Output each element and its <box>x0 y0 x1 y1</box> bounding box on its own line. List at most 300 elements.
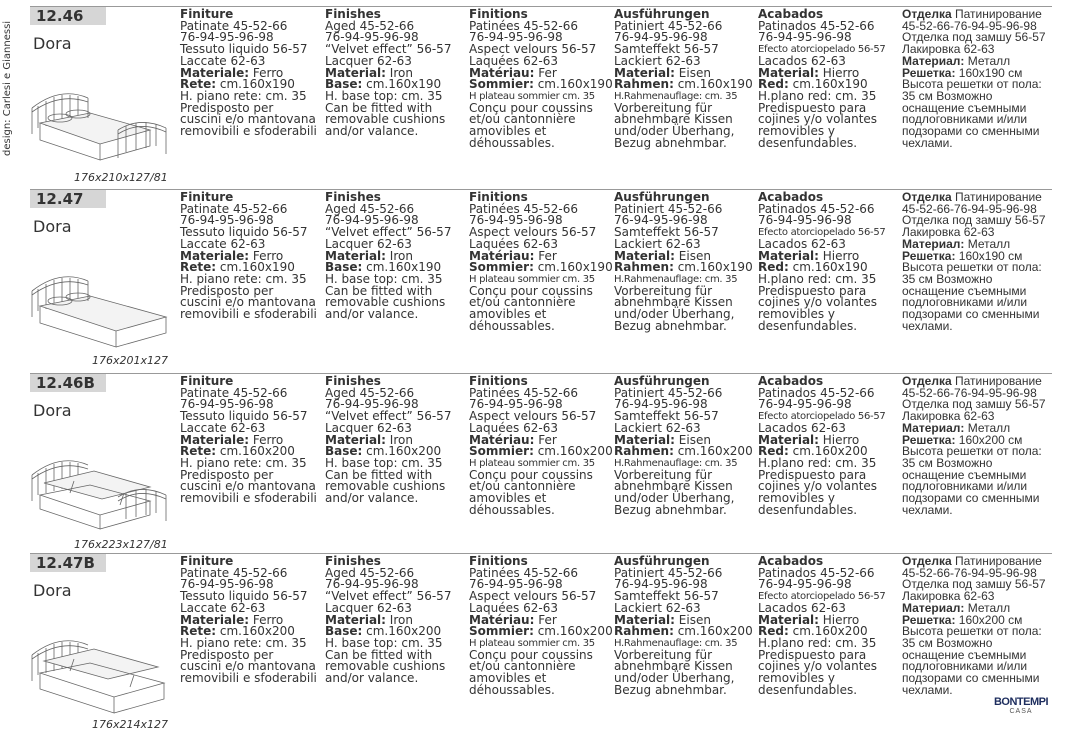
spec-line: Patiniert 45-52-66 <box>614 565 723 580</box>
spec-material: Материал: Металл <box>902 53 1011 68</box>
spec-line: 76-94-95-96-98 <box>614 577 708 592</box>
spec-line: Aged 45-52-66 <box>325 18 415 33</box>
spec-heading: Finishes <box>325 7 381 21</box>
spec-base: Rahmen: cm.160x200 <box>614 624 753 639</box>
product-block <box>30 189 1052 369</box>
spec-line: H. piano rete: cm. 35 <box>180 88 307 103</box>
spec-col-italian <box>180 9 324 138</box>
spec-line: H.Rahmenauflage: cm. 35 <box>614 90 738 102</box>
spec-line: déhoussables. <box>469 318 555 333</box>
dimensions: 176x223x127/81 <box>74 538 168 551</box>
spec-line: чехлами. <box>902 682 953 697</box>
spec-line: Predisposto per <box>180 100 274 115</box>
spec-col-spanish <box>758 556 902 696</box>
spec-heading: Ausführungen <box>614 190 710 204</box>
spec-line: Laquées 62-63 <box>469 420 558 435</box>
spec-material: Material: Eisen <box>614 248 711 263</box>
spec-line: déhoussables. <box>469 135 555 150</box>
spec-base: Red: cm.160x190 <box>758 260 868 275</box>
spec-line: and/or valance. <box>325 671 419 686</box>
spec-line: Efecto atorciopelado 56-57 <box>758 227 886 239</box>
spec-line: H. base top: cm. 35 <box>325 271 443 286</box>
spec-line: Patinées 45-52-66 <box>469 18 578 33</box>
spec-line: подлоговниками и/или <box>902 112 1028 127</box>
spec-line: подлоговниками и/или <box>902 659 1028 674</box>
spec-line: Predisposto per <box>180 647 274 662</box>
spec-line: H plateau sommier cm. 35 <box>469 637 595 649</box>
spec-line: H.Rahmenauflage: cm. 35 <box>614 637 738 649</box>
spec-line: Tessuto liquido 56-57 <box>180 225 308 240</box>
spec-line: Predispuesto para <box>758 467 867 482</box>
spec-line: Samteffekt 56-57 <box>614 409 719 424</box>
spec-line: Predisposto per <box>180 283 274 298</box>
spec-base: Sommier: cm.160x190 <box>469 77 613 92</box>
spec-line: amovibles et <box>469 491 547 506</box>
spec-line: подзорами со сменными <box>902 124 1040 139</box>
spec-line: Predispuesto para <box>758 647 867 662</box>
spec-line: desenfundables. <box>758 682 858 697</box>
model-name: Dora <box>33 581 72 600</box>
spec-line: Lacados 62-63 <box>758 236 846 251</box>
spec-line: Samteffekt 56-57 <box>614 225 719 240</box>
spec-line: H.Rahmenauflage: cm. 35 <box>614 273 738 285</box>
spec-line: 76-94-95-96-98 <box>325 577 419 592</box>
spec-base: Rete: cm.160x200 <box>180 624 295 639</box>
spec-line: 76-94-95-96-98 <box>758 397 852 412</box>
spec-heading-line: Отделка Патинирование <box>902 7 1042 21</box>
spec-line: und/oder Überhang, <box>614 671 735 686</box>
spec-line: Patinées 45-52-66 <box>469 385 578 400</box>
spec-line: Tessuto liquido 56-57 <box>180 42 308 57</box>
spec-base: Решетка: 160x190 см <box>902 248 1023 263</box>
spec-material: Materiale: Ferro <box>180 65 284 80</box>
spec-line: amovibles et <box>469 307 547 322</box>
spec-line: чехлами. <box>902 318 953 333</box>
spec-base: Rahmen: cm.160x190 <box>614 260 753 275</box>
spec-line: “Velvet effect” 56-57 <box>325 42 452 57</box>
spec-line: H. base top: cm. 35 <box>325 88 443 103</box>
spec-line: removibili e sfoderabili <box>180 491 317 506</box>
spec-line: Laquées 62-63 <box>469 53 558 68</box>
spec-line: Aspect velours 56-57 <box>469 225 597 240</box>
spec-line: Patinados 45-52-66 <box>758 201 875 216</box>
spec-line: Laquées 62-63 <box>469 236 558 251</box>
spec-line: Patinées 45-52-66 <box>469 201 578 216</box>
spec-col-german <box>614 192 758 332</box>
spec-line: desenfundables. <box>758 318 858 333</box>
spec-line: Отделка под замшу 56-57 <box>902 30 1046 45</box>
spec-line: und/oder Überhang, <box>614 491 735 506</box>
spec-material: Materiale: Ferro <box>180 248 284 263</box>
spec-line: 76-94-95-96-98 <box>180 397 274 412</box>
spec-line: 76-94-95-96-98 <box>325 397 419 412</box>
spec-line: 76-94-95-96-98 <box>325 30 419 45</box>
spec-material: Material: Hierro <box>758 612 860 627</box>
spec-col-spanish <box>758 9 902 149</box>
spec-material: Materiale: Ferro <box>180 612 284 627</box>
spec-material: Matériau: Fer <box>469 248 557 263</box>
spec-line: H plateau sommier cm. 35 <box>469 90 595 102</box>
spec-line: оснащение съемными <box>902 100 1027 115</box>
spec-material: Matériau: Fer <box>469 65 557 80</box>
spec-line: Lacados 62-63 <box>758 600 846 615</box>
spec-line: Лакировка 62-63 <box>902 589 995 604</box>
product-code: 12.47 <box>30 190 106 208</box>
spec-line: amovibles et <box>469 124 547 139</box>
spec-heading: Finishes <box>325 554 381 568</box>
spec-line: Aged 45-52-66 <box>325 565 415 580</box>
spec-col-french <box>469 556 613 696</box>
spec-heading: Acabados <box>758 7 824 21</box>
spec-heading: Ausführungen <box>614 7 710 21</box>
spec-material: Material: Eisen <box>614 65 711 80</box>
spec-line: Patinate 45-52-66 <box>180 565 288 580</box>
spec-line: Tessuto liquido 56-57 <box>180 589 308 604</box>
spec-line: desenfundables. <box>758 135 858 150</box>
spec-line: H.plano red: cm. 35 <box>758 635 877 650</box>
spec-col-english <box>325 9 469 138</box>
spec-heading: Finiture <box>180 374 234 388</box>
spec-line: 76-94-95-96-98 <box>469 213 563 228</box>
spec-line: déhoussables. <box>469 502 555 517</box>
spec-line: H. piano rete: cm. 35 <box>180 455 307 470</box>
spec-col-russian <box>902 192 1052 332</box>
product-block <box>30 373 1052 553</box>
spec-col-russian <box>902 9 1052 149</box>
spec-line: removable cushions <box>325 659 446 674</box>
spec-line: Patinados 45-52-66 <box>758 18 875 33</box>
spec-line: and/or valance. <box>325 491 419 506</box>
spec-line: оснащение съемными <box>902 647 1027 662</box>
spec-line: 76-94-95-96-98 <box>614 397 708 412</box>
spec-heading: Ausführungen <box>614 554 710 568</box>
spec-line: Predispuesto para <box>758 283 867 298</box>
spec-col-italian <box>180 376 324 505</box>
spec-line: cojines y/o volantes <box>758 112 878 127</box>
spec-line: 76-94-95-96-98 <box>469 397 563 412</box>
spec-col-french <box>469 192 613 332</box>
spec-col-english <box>325 556 469 685</box>
spec-line: cuscini e/o mantovana <box>180 659 316 674</box>
spec-line: “Velvet effect” 56-57 <box>325 225 452 240</box>
spec-line: Predisposto per <box>180 467 274 482</box>
spec-line: подлоговниками и/или <box>902 479 1028 494</box>
model-name: Dora <box>33 34 72 53</box>
spec-line: Lackiert 62-63 <box>614 53 701 68</box>
spec-line: Patinate 45-52-66 <box>180 385 288 400</box>
spec-line: 76-94-95-96-98 <box>758 30 852 45</box>
spec-material: Material: Eisen <box>614 432 711 447</box>
spec-material: Material: Eisen <box>614 612 711 627</box>
spec-line: et/ou cantonnière <box>469 659 576 674</box>
spec-line: Conçu pour coussins <box>469 647 593 662</box>
spec-line: “Velvet effect” 56-57 <box>325 409 452 424</box>
product-code: 12.47B <box>30 554 106 572</box>
spec-line: 76-94-95-96-98 <box>614 30 708 45</box>
bed-illustration <box>30 251 172 351</box>
spec-line: removable cushions <box>325 295 446 310</box>
spec-material: Material: Iron <box>325 432 413 447</box>
spec-line: Высота решетки от пола: <box>902 260 1042 275</box>
spec-heading: Acabados <box>758 374 824 388</box>
spec-base: Rahmen: cm.160x200 <box>614 444 753 459</box>
spec-base: Rete: cm.160x190 <box>180 260 295 275</box>
spec-heading: Ausführungen <box>614 374 710 388</box>
dimensions: 176x214x127 <box>92 718 169 731</box>
spec-line: 76-94-95-96-98 <box>325 213 419 228</box>
spec-line: 76-94-95-96-98 <box>180 30 274 45</box>
spec-line: чехлами. <box>902 502 953 517</box>
spec-line: und/oder Überhang, <box>614 124 735 139</box>
spec-line: Lacquer 62-63 <box>325 420 412 435</box>
spec-material: Material: Iron <box>325 248 413 263</box>
spec-line: removibles y <box>758 307 836 322</box>
spec-line: abnehmbare Kissen <box>614 112 733 127</box>
spec-base: Sommier: cm.160x200 <box>469 624 613 639</box>
spec-line: Bezug abnehmbar. <box>614 682 727 697</box>
spec-heading: Finishes <box>325 374 381 388</box>
spec-line: Lackiert 62-63 <box>614 236 701 251</box>
spec-line: Отделка под замшу 56-57 <box>902 397 1046 412</box>
spec-base: Base: cm.160x200 <box>325 444 442 459</box>
spec-material: Material: Hierro <box>758 432 860 447</box>
spec-line: Efecto atorciopelado 56-57 <box>758 411 886 423</box>
spec-line: H. piano rete: cm. 35 <box>180 635 307 650</box>
spec-line: подзорами со сменными <box>902 671 1040 686</box>
spec-heading: Acabados <box>758 554 824 568</box>
spec-line: Aged 45-52-66 <box>325 201 415 216</box>
spec-col-spanish <box>758 192 902 332</box>
spec-line: removibles y <box>758 671 836 686</box>
spec-line: H.plano red: cm. 35 <box>758 455 877 470</box>
spec-line: Lacquer 62-63 <box>325 53 412 68</box>
spec-line: et/ou cantonnière <box>469 112 576 127</box>
spec-line: H.plano red: cm. 35 <box>758 271 877 286</box>
spec-col-french <box>469 9 613 149</box>
spec-line: Высота решетки от пола: <box>902 444 1042 459</box>
spec-line: Лакировка 62-63 <box>902 225 995 240</box>
spec-line: cuscini e/o mantovana <box>180 112 316 127</box>
spec-line: Высота решетки от пола: <box>902 624 1042 639</box>
spec-line: desenfundables. <box>758 502 858 517</box>
spec-line: Conçu pour coussins <box>469 100 593 115</box>
spec-heading-line: Отделка Патинирование <box>902 190 1042 204</box>
spec-line: Отделка под замшу 56-57 <box>902 577 1046 592</box>
spec-col-spanish <box>758 376 902 516</box>
spec-line: Лакировка 62-63 <box>902 409 995 424</box>
spec-line: 35 см Возможно <box>902 455 993 470</box>
spec-line: H.Rahmenauflage: cm. 35 <box>614 457 738 469</box>
spec-heading: Finitions <box>469 554 528 568</box>
spec-heading: Finishes <box>325 190 381 204</box>
spec-base: Red: cm.160x200 <box>758 624 868 639</box>
spec-line: Bezug abnehmbar. <box>614 502 727 517</box>
spec-line: removibles y <box>758 124 836 139</box>
product-code: 12.46B <box>30 374 106 392</box>
spec-col-russian <box>902 376 1052 516</box>
spec-line: Patiniert 45-52-66 <box>614 201 723 216</box>
spec-material: Материал: Металл <box>902 600 1011 615</box>
spec-line: Vorbereitung für <box>614 283 713 298</box>
spec-line: cojines y/o volantes <box>758 659 878 674</box>
spec-line: Vorbereitung für <box>614 647 713 662</box>
spec-line: Tessuto liquido 56-57 <box>180 409 308 424</box>
spec-line: abnehmbare Kissen <box>614 479 733 494</box>
spec-heading: Finiture <box>180 7 234 21</box>
spec-material: Matériau: Fer <box>469 432 557 447</box>
spec-material: Материал: Металл <box>902 420 1011 435</box>
spec-heading: Finitions <box>469 7 528 21</box>
spec-base: Base: cm.160x190 <box>325 77 442 92</box>
spec-base: Rahmen: cm.160x190 <box>614 77 753 92</box>
spec-line: Efecto atorciopelado 56-57 <box>758 44 886 56</box>
spec-base: Base: cm.160x200 <box>325 624 442 639</box>
spec-base: Rete: cm.160x200 <box>180 444 295 459</box>
spec-base: Rete: cm.160x190 <box>180 77 295 92</box>
spec-line: “Velvet effect” 56-57 <box>325 589 452 604</box>
spec-material: Material: Hierro <box>758 248 860 263</box>
product-code: 12.46 <box>30 7 106 25</box>
spec-base: Решетка: 160x190 см <box>902 65 1023 80</box>
spec-line: Conçu pour coussins <box>469 283 593 298</box>
spec-line: et/ou cantonnière <box>469 295 576 310</box>
spec-line: removibili e sfoderabili <box>180 671 317 686</box>
spec-material: Material: Iron <box>325 65 413 80</box>
spec-line: 76-94-95-96-98 <box>469 30 563 45</box>
spec-heading: Finitions <box>469 190 528 204</box>
spec-line: Lacquer 62-63 <box>325 236 412 251</box>
spec-line: abnehmbare Kissen <box>614 659 733 674</box>
spec-line: H. piano rete: cm. 35 <box>180 271 307 286</box>
bed-illustration <box>30 68 172 168</box>
spec-line: removibili e sfoderabili <box>180 124 317 139</box>
spec-line: Samteffekt 56-57 <box>614 589 719 604</box>
model-name: Dora <box>33 401 72 420</box>
spec-col-english <box>325 192 469 321</box>
bed-illustration <box>30 615 172 715</box>
spec-line: removable cushions <box>325 479 446 494</box>
spec-col-german <box>614 556 758 696</box>
spec-line: 76-94-95-96-98 <box>180 577 274 592</box>
spec-line: Predispuesto para <box>758 100 867 115</box>
spec-material: Materiale: Ferro <box>180 432 284 447</box>
spec-line: Aspect velours 56-57 <box>469 409 597 424</box>
spec-line: Vorbereitung für <box>614 467 713 482</box>
spec-line: Patiniert 45-52-66 <box>614 18 723 33</box>
spec-line: removibili e sfoderabili <box>180 307 317 322</box>
model-name: Dora <box>33 217 72 236</box>
spec-line: 76-94-95-96-98 <box>758 577 852 592</box>
spec-line: чехлами. <box>902 135 953 150</box>
brand-name: BONTEMPI <box>993 696 1049 708</box>
spec-line: 76-94-95-96-98 <box>469 577 563 592</box>
spec-line: und/oder Überhang, <box>614 307 735 322</box>
spec-line: 76-94-95-96-98 <box>758 213 852 228</box>
spec-line: removibles y <box>758 491 836 506</box>
dimensions: 176x201x127 <box>92 354 169 367</box>
spec-base: Решетка: 160x200 см <box>902 432 1023 447</box>
spec-line: Patiniert 45-52-66 <box>614 385 723 400</box>
brand-sub: CASA <box>1009 708 1033 715</box>
spec-heading: Finiture <box>180 554 234 568</box>
spec-line: Laccate 62-63 <box>180 420 266 435</box>
spec-line: Laccate 62-63 <box>180 600 266 615</box>
spec-base: Red: cm.160x200 <box>758 444 868 459</box>
spec-col-english <box>325 376 469 505</box>
spec-line: and/or valance. <box>325 124 419 139</box>
spec-col-german <box>614 9 758 149</box>
spec-line: 35 см Возможно <box>902 271 993 286</box>
spec-line: Patinées 45-52-66 <box>469 565 578 580</box>
spec-line: H. base top: cm. 35 <box>325 635 443 650</box>
spec-line: Lackiert 62-63 <box>614 420 701 435</box>
spec-material: Matériau: Fer <box>469 612 557 627</box>
spec-line: Patinados 45-52-66 <box>758 385 875 400</box>
spec-line: подлоговниками и/или <box>902 295 1028 310</box>
spec-line: Can be fitted with <box>325 283 433 298</box>
spec-line: 45-52-66-76-94-95-96-98 <box>902 385 1037 400</box>
spec-line: Laccate 62-63 <box>180 236 266 251</box>
spec-line: Vorbereitung für <box>614 100 713 115</box>
spec-line: H.plano red: cm. 35 <box>758 88 877 103</box>
spec-line: 76-94-95-96-98 <box>614 213 708 228</box>
spec-line: Patinate 45-52-66 <box>180 18 288 33</box>
spec-col-french <box>469 376 613 516</box>
brand-logo <box>990 696 1052 715</box>
spec-line: removable cushions <box>325 112 446 127</box>
dimensions: 176x210x127/81 <box>74 171 168 184</box>
spec-material: Material: Iron <box>325 612 413 627</box>
spec-line: 45-52-66-76-94-95-96-98 <box>902 18 1037 33</box>
spec-heading-line: Отделка Патинирование <box>902 554 1042 568</box>
spec-base: Sommier: cm.160x200 <box>469 444 613 459</box>
product-block <box>30 553 1052 733</box>
spec-base: Решетка: 160x200 см <box>902 612 1023 627</box>
spec-line: Lackiert 62-63 <box>614 600 701 615</box>
spec-line: Patinados 45-52-66 <box>758 565 875 580</box>
spec-line: оснащение съемными <box>902 467 1027 482</box>
spec-line: abnehmbare Kissen <box>614 295 733 310</box>
spec-line: Efecto atorciopelado 56-57 <box>758 591 886 603</box>
spec-col-german <box>614 376 758 516</box>
spec-col-italian <box>180 556 324 685</box>
spec-line: подзорами со сменными <box>902 491 1040 506</box>
spec-line: H. base top: cm. 35 <box>325 455 443 470</box>
spec-heading: Finiture <box>180 190 234 204</box>
spec-line: cojines y/o volantes <box>758 295 878 310</box>
spec-line: Lacados 62-63 <box>758 420 846 435</box>
spec-line: Patinate 45-52-66 <box>180 201 288 216</box>
spec-line: déhoussables. <box>469 682 555 697</box>
spec-line: Samteffekt 56-57 <box>614 42 719 57</box>
product-block <box>30 6 1052 186</box>
spec-line: H plateau sommier cm. 35 <box>469 457 595 469</box>
spec-line: Laquées 62-63 <box>469 600 558 615</box>
spec-col-russian <box>902 556 1052 696</box>
spec-line: Lacados 62-63 <box>758 53 846 68</box>
spec-line: подзорами со сменными <box>902 307 1040 322</box>
spec-line: оснащение съемными <box>902 283 1027 298</box>
spec-line: Aged 45-52-66 <box>325 385 415 400</box>
spec-material: Material: Hierro <box>758 65 860 80</box>
spec-line: 76-94-95-96-98 <box>180 213 274 228</box>
spec-base: Sommier: cm.160x190 <box>469 260 613 275</box>
spec-line: 45-52-66-76-94-95-96-98 <box>902 201 1037 216</box>
spec-heading-line: Отделка Патинирование <box>902 374 1042 388</box>
spec-line: et/ou cantonnière <box>469 479 576 494</box>
spec-line: Bezug abnehmbar. <box>614 135 727 150</box>
spec-line: Aspect velours 56-57 <box>469 42 597 57</box>
